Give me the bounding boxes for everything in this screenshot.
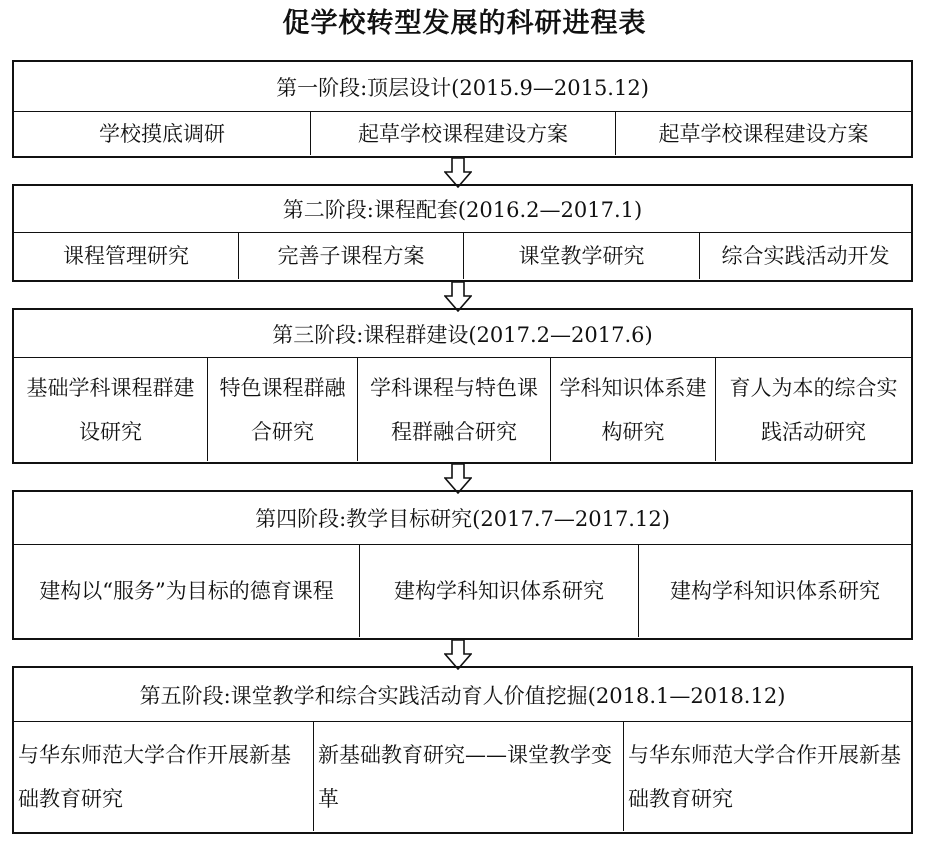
stage-1-item-2: 起草学校课程建设方案 xyxy=(311,112,616,155)
stage-2-item-1: 课程管理研究 xyxy=(14,233,239,279)
stage-2-item-4: 综合实践活动开发 xyxy=(721,244,890,268)
stage-4 xyxy=(12,490,913,640)
stage-4-item-3: 建构学科知识体系研究 xyxy=(670,579,880,603)
page-title: 促学校转型发展的科研进程表 xyxy=(282,8,647,39)
stage-3-item-1: 基础学科课程群建设研究 xyxy=(14,358,208,461)
stage-2-header: 第二阶段:课程配套(2016.2—2017.1) xyxy=(14,186,911,233)
stage-3-item-4: 学科知识体系建构研究 xyxy=(551,358,716,461)
stage-2 xyxy=(12,184,913,282)
stage-3-item-2: 特色课程群融合研究 xyxy=(208,358,358,461)
stage-2-item-3: 课堂教学研究 xyxy=(464,233,700,279)
stage-1-item-3: 起草学校课程建设方案 xyxy=(658,121,869,146)
stage-3-item-3: 学科课程与特色课程群融合研究 xyxy=(358,358,551,461)
stage-4-item-1: 建构以“服务”为目标的德育课程 xyxy=(14,545,360,637)
stage-5 xyxy=(12,666,913,834)
stage-5-item-1: 与华东师范大学合作开展新基础教育研究 xyxy=(14,722,314,831)
stage-3 xyxy=(12,308,913,464)
stage-5-item-3: 与华东师范大学合作开展新基础教育研究 xyxy=(628,742,901,811)
stage-3-item-5: 育人为本的综合实践活动研究 xyxy=(729,375,898,444)
stage-2-item-2: 完善子课程方案 xyxy=(239,233,464,279)
stage-1-item-1: 学校摸底调研 xyxy=(14,112,311,155)
stage-1 xyxy=(12,60,913,158)
stage-4-item-2: 建构学科知识体系研究 xyxy=(360,545,639,637)
stage-5-header: 第五阶段:课堂教学和综合实践活动育人价值挖掘(2018.1—2018.12) xyxy=(14,668,911,722)
stage-3-header: 第三阶段:课程群建设(2017.2—2017.6) xyxy=(14,310,911,358)
stage-4-header: 第四阶段:教学目标研究(2017.7—2017.12) xyxy=(14,492,911,545)
stage-1-header: 第一阶段:顶层设计(2015.9—2015.12) xyxy=(14,62,911,112)
stage-5-item-2: 新基础教育研究——课堂教学变革 xyxy=(314,722,624,831)
